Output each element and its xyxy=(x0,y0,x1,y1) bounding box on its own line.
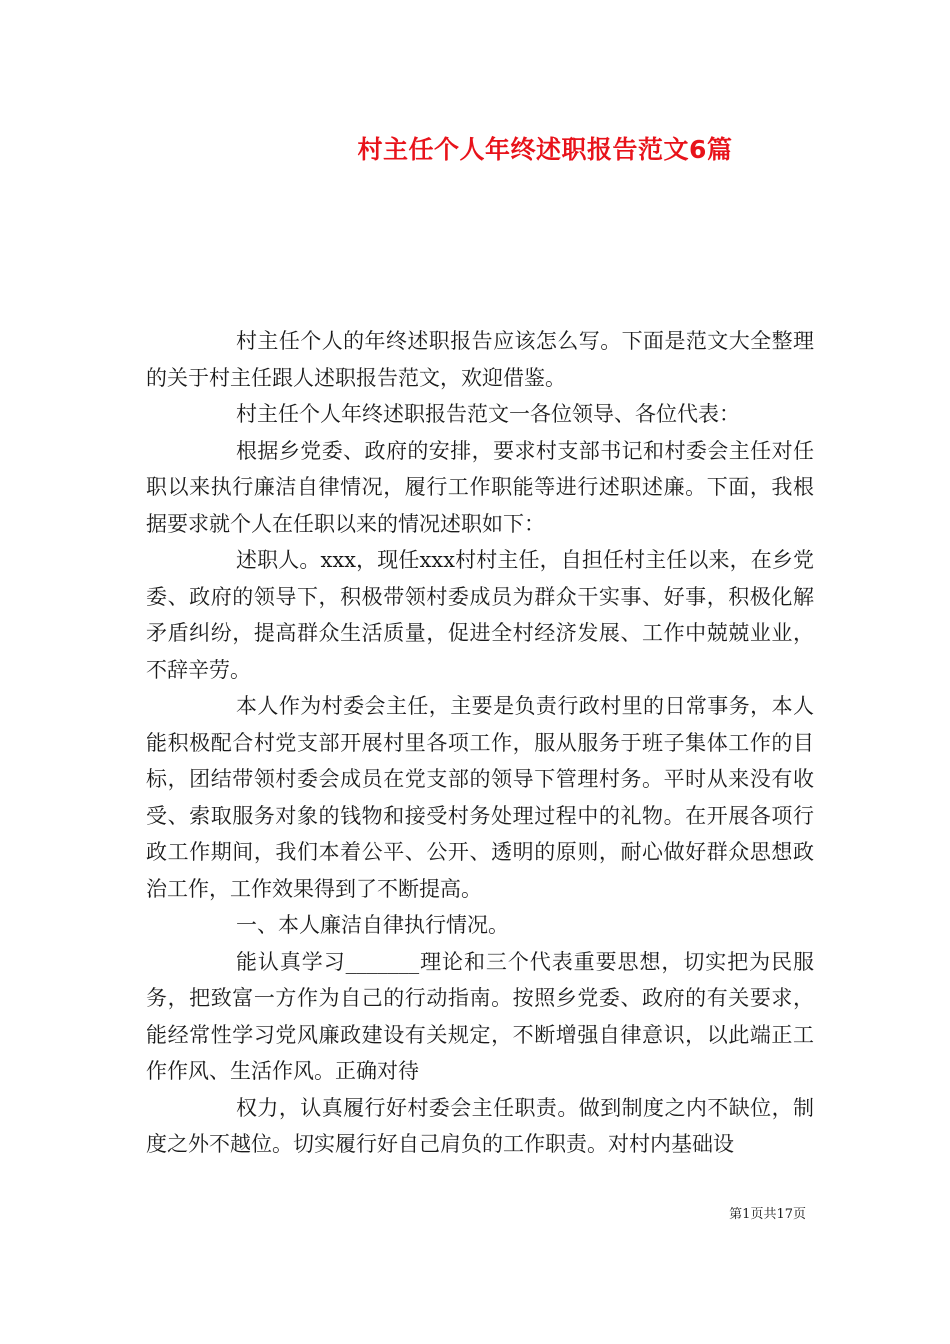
paragraph-power: 权力，认真履行好村委会主任职责。做到制度之内不缺位，制度之外不越位。切实履行好自己肩负的工作职责。对村内基础设 xyxy=(146,1095,814,1156)
paragraph-intro: 村主任个人的年终述职报告应该怎么写。下面是范文大全整理的关于村主任跟人述职报告范文，欢迎借鉴。 xyxy=(146,329,814,390)
paragraph-study: 能认真学习_______理论和三个代表重要思想，切实把为民服务，把致富一方作为自己的行动指南。按照乡党委、政府的有关要求，能经常性学习党风廉政建设有关规定，不断增强自律意识，以此端正工作作风、生活作风。正确对待 xyxy=(146,949,814,1083)
page-number-footer: 第1页共17页 xyxy=(729,1207,806,1222)
paragraph-arrangement: 根据乡党委、政府的安排，要求村支部书记和村委会主任对任职以来执行廉洁自律情况，履行工作职能等进行述职述廉。下面，我根据要求就个人在任职以来的情况述职如下： xyxy=(146,438,814,536)
paragraph-duties: 本人作为村委会主任，主要是负责行政村里的日常事务，本人能积极配合村党支部开展村里各项工作，服从服务于班子集体工作的目标，团结带领村委会成员在党支部的领导下管理村务。平时从来没有收受、索取服务对象的钱物和接受村务处理过程中的礼物。在开展各项行政工作期间，我们本着公平、公开、透明的原则，耐心做好群众思想政治工作，工作效果得到了不断提高。 xyxy=(146,694,814,901)
paragraph-salutation: 村主任个人年终述职报告范文一各位领导、各位代表： xyxy=(236,402,740,426)
document-title: 村主任个人年终述职报告范文6篇 xyxy=(357,135,733,164)
document-body xyxy=(146,323,814,1163)
section-heading-integrity: 一、本人廉洁自律执行情况。 xyxy=(236,913,509,937)
paragraph-reporter: 述职人。xxx，现任xxx村村主任，自担任村主任以来，在乡党委、政府的领导下，积极带领村委成员为群众干实事、好事，积极化解矛盾纠纷，提高群众生活质量，促进全村经济发展、工作中兢兢业业，不辞辛劳。 xyxy=(146,548,814,682)
